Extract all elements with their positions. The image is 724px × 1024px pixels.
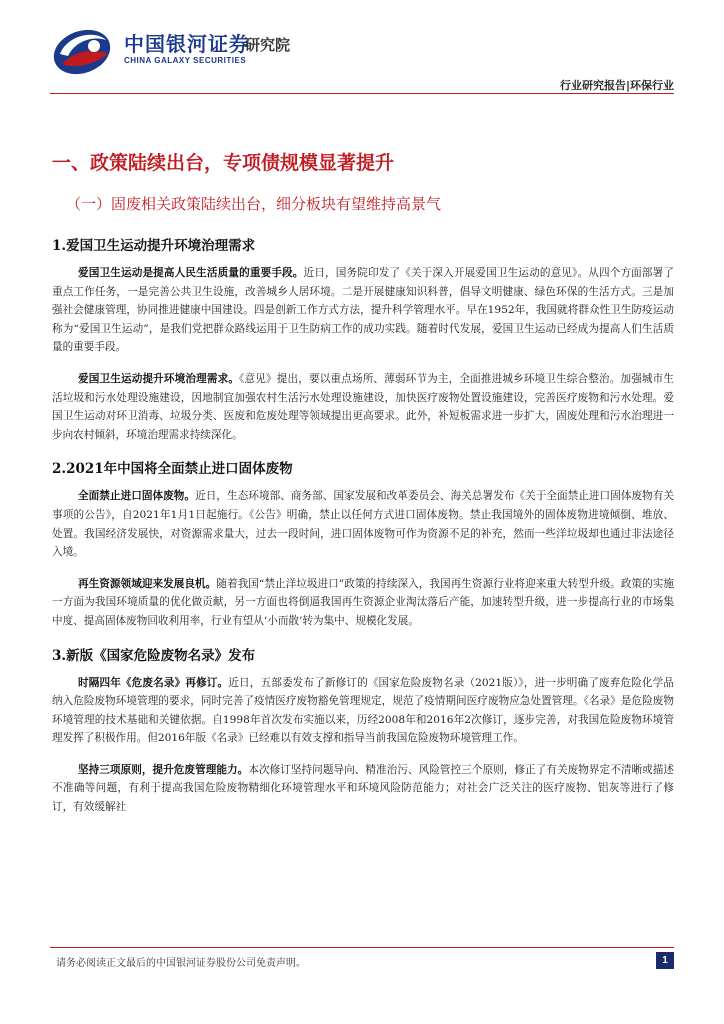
paragraph-lead: 再生资源领域迎来发展良机。 xyxy=(78,577,217,590)
paragraph xyxy=(52,487,674,561)
galaxy-logo-icon xyxy=(50,24,114,78)
paragraph-lead: 爱国卫生运动是提高人民生活质量的重要手段。 xyxy=(78,267,304,279)
paragraph xyxy=(52,370,674,444)
paragraph-body: 随着我国“禁止洋垃圾进口”政策的持续深入，我国再生资源行业将迎来重大转型升级。政策的实施一方面为我国环境质量的优化做贡献，另一方面也将倒逼我国再生资源企业淘汰落后产能，加速转型升级，进一步提高行业的市场集中度、提高固体废物回收利用率，行业有望从‘小而散’转为集中、规模化发展。 xyxy=(52,577,675,627)
paragraph xyxy=(52,575,674,631)
header-divider xyxy=(50,93,674,94)
report-type: 行业研究报告|环保行业 xyxy=(559,79,674,92)
item-heading: 2.2021年中国将全面禁止进口固体废物 xyxy=(52,461,293,478)
paragraph-body: 近日，五部委发布了新修订的《国家危险废物名录（2021版）》，进一步明确了废弃危险化学品纳入危险废物环境管理的要求，同时完善了疫情医疗废物豁免管理规定，规范了疫情期间医疗废物应急处置管理。《名录》是危险废物环境管理的技术基础和关键依据。自1998年首次发布实施以来，历经2008年和2016年2次修订，逐步完善，对我国危险废物环境管理发挥了积极作用。但2016年版《名录》已经难以有效支撑和指导当前我国危险废物环境管理工作。 xyxy=(52,676,675,745)
paragraph-lead: 坚持三项原则，提升危废管理能力。 xyxy=(78,763,249,776)
section-subtitle: （一）固废相关政策陆续出台，细分板块有望维持高景气 xyxy=(66,195,442,213)
paragraph-body: 近日，国务院印发了《关于深入开展爱国卫生运动的意见》。从四个方面部署了重点工作任务，一是完善公共卫生设施，改善城乡人居环境。二是开展健康知识科普，倡导文明健康、绿色环保的生活方式。三是加强社会健康管理，协同推进健康中国建设。四是创新工作方式方法，提升科学管理水平。早在1952年，我国就将群众性卫生防疫运动称为“爱国卫生运动”，是我们党把群众路线运用于卫生防病工作的成功实践。随着时代发展，爱国卫生运动已经成为提高人们生活质量的重要手段。 xyxy=(52,267,674,354)
paragraph xyxy=(52,761,674,817)
section-title: 一、政策陆续出台，专项债规模显著提升 xyxy=(52,152,395,174)
paragraph-body: 近日，生态环境部、商务部、国家发展和改革委员会、海关总署发布《关于全面禁止进口固体废物有关事项的公告》，自2021年1月1日起施行。《公告》明确，禁止以任何方式进口固体废物。禁止我国境外的固体废物进境倾倒、堆放、处置。我国经济发展快，对资源需求量大，过去一段时间，进口固体废物可作为资源不足的补充，然而一些洋垃圾却也通过非法途径入境。 xyxy=(52,490,675,559)
company-name-en: CHINA GALAXY SECURITIES xyxy=(124,56,247,65)
paragraph-lead: 时隔四年《危废名录》再修订。 xyxy=(78,676,229,689)
page-header xyxy=(0,0,724,96)
paragraph-body: 本次修订坚持问题导向、精准治污、风险管控三个原则，修正了有关废物界定不清晰或描述不准确等问题，有利于提高我国危险废物精细化环境管理水平和环境风险防范能力；对社会广泛关注的医疗废物、铝灰等进行了修订，有效缓解社 xyxy=(52,763,675,814)
disclaimer-text: 请务必阅读正文最后的中国银河证券股份公司免责声明。 xyxy=(56,958,306,969)
item-heading: 1.爱国卫生运动提升环境治理需求 xyxy=(52,238,256,254)
company-name-cn: 中国银河证券 xyxy=(124,32,250,56)
footer-divider xyxy=(50,947,674,948)
paragraph xyxy=(52,264,674,357)
paragraph-lead: 全面禁止进口固体废物。 xyxy=(78,490,196,503)
company-logo xyxy=(40,22,310,86)
paragraph-body: 《意见》提出，要以重点场所、薄弱环节为主，全面推进城乡环境卫生综合整治。加强城市生活垃圾和污水处理设施建设，因地制宜加强农村生活污水处理设施建设，加快医疗废物处置设施建设，完善医疗废物和污水处理。爱国卫生运动对环卫消毒、垃圾分类、医废和危废处理等领域提出更高要求。此外，补短板需求进一步扩大，固废处理和污水治理进一步向农村倾斜，环境治理需求持续深化。 xyxy=(52,372,675,441)
main-content xyxy=(52,148,674,830)
page-number: 1 xyxy=(656,952,674,969)
paragraph-lead: 爱国卫生运动提升环境治理需求。 xyxy=(78,372,240,385)
item-heading: 3.新版《国家危险废物名录》发布 xyxy=(52,647,256,664)
paragraph xyxy=(52,674,674,748)
department-name: 研究院 xyxy=(245,36,291,54)
